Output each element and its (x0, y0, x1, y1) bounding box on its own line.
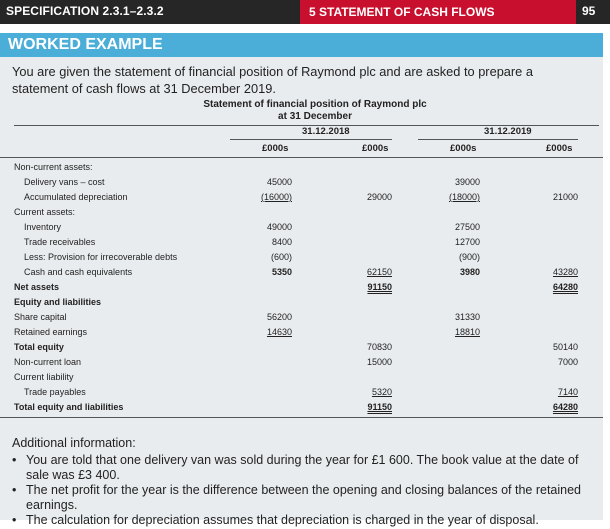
row-label: Non-current loan (14, 357, 82, 367)
row-label: Trade receivables (24, 237, 96, 247)
row-label: Net assets (14, 282, 60, 292)
cell-2018-detail: 5350 (271, 267, 292, 277)
table-row (0, 237, 603, 252)
cell-2019-total: 7000 (557, 357, 578, 367)
table-bottom-rule (0, 417, 603, 418)
additional-info-heading: Additional information: (12, 436, 136, 450)
table-row (0, 372, 603, 387)
table-row (0, 327, 603, 342)
cell-2018-detail: 8400 (271, 237, 292, 247)
col-header-4: £000s (546, 143, 573, 154)
cell-2018-total: 70830 (366, 342, 392, 352)
col-header-3: £000s (450, 143, 477, 154)
row-label: Total equity (14, 342, 64, 352)
table-row (0, 252, 603, 267)
cell-2019-detail: 27500 (454, 222, 480, 232)
table-title-line-1: Statement of financial position of Raymond plc (203, 99, 427, 110)
cell-2019-total: 43280 (552, 267, 578, 277)
cell-2019-total: 21000 (552, 192, 578, 202)
cell-2019-total: 7140 (557, 387, 578, 397)
cell-2019-detail: (900) (458, 252, 480, 262)
page-number: 95 (582, 4, 596, 18)
specification-label: SPECIFICATION 2.3.1–2.3.2 (6, 4, 164, 18)
bullet-icon: • (12, 453, 17, 467)
row-label: Equity and liabilities (14, 297, 102, 307)
cell-2019-detail: (18000) (448, 192, 480, 202)
cell-2019-total: 64280 (552, 402, 578, 412)
list-item (0, 483, 586, 512)
row-label: Cash and cash equivalents (24, 267, 133, 277)
header-bottom-rule (0, 157, 603, 158)
worked-example-title: WORKED EXAMPLE (8, 36, 163, 53)
bullet-icon: • (12, 513, 17, 527)
row-label: Share capital (14, 312, 67, 322)
cell-2018-total: 5320 (371, 387, 392, 397)
table-title-line-2: at 31 December (278, 111, 352, 122)
col-header-2: £000s (362, 143, 389, 154)
cell-2018-detail: (16000) (260, 192, 292, 202)
cell-2018-total: 91150 (367, 282, 392, 292)
row-label: Inventory (24, 222, 62, 232)
cell-2019-total: 64280 (552, 282, 578, 292)
cell-2019-detail: 31330 (454, 312, 480, 322)
worked-example-banner (0, 33, 603, 57)
bullet-text: The calculation for depreciation assumes that depreciation is charged in the year of disposal. (26, 513, 539, 527)
bullet-text: The net profit for the year is the difference between the opening and closing balances of the retained earnings. (26, 483, 581, 512)
table-row (0, 342, 603, 357)
chapter-tab (300, 0, 576, 24)
table-row (0, 297, 603, 312)
bullet-icon: • (12, 483, 17, 497)
cell-2018-detail: 14630 (266, 327, 292, 337)
cell-2018-detail: 45000 (266, 177, 292, 187)
table-row (0, 312, 603, 327)
list-item (0, 513, 586, 528)
year-2019-rule (418, 139, 578, 140)
row-label: Non-current assets: (14, 162, 93, 172)
table-title (150, 99, 480, 123)
cell-2018-total: 29000 (366, 192, 392, 202)
row-label: Trade payables (24, 387, 86, 397)
row-label: Current assets: (14, 207, 76, 217)
table-row (0, 222, 603, 237)
cell-2019-detail: 3980 (459, 267, 480, 277)
cell-2018-total: 15000 (366, 357, 392, 367)
cell-2018-detail: 49000 (266, 222, 292, 232)
page-header-bar (0, 0, 610, 24)
cell-2019-detail: 12700 (454, 237, 480, 247)
cell-2019-detail: 39000 (454, 177, 480, 187)
table-row (0, 402, 603, 417)
table-row (0, 192, 603, 207)
year-2018-rule (230, 139, 392, 140)
intro-paragraph: You are given the statement of financial position of Raymond plc and are asked to prepare a statement of cash flows at 31 December 2019. (12, 64, 533, 96)
row-label: Delivery vans – cost (24, 177, 105, 187)
table-row (0, 162, 603, 177)
bullet-text: You are told that one delivery van was sold during the year for £1 600. The book value at the date of sale was £3 400. (26, 453, 579, 482)
year-2019-header: 31.12.2019 (484, 126, 532, 137)
col-header-1: £000s (262, 143, 289, 154)
table-row (0, 207, 603, 222)
row-label: Current liability (14, 372, 74, 382)
list-item (0, 453, 586, 482)
row-label: Less: Provision for irrecoverable debts (24, 252, 178, 262)
additional-info-list (0, 453, 603, 529)
cell-2018-total: 91150 (367, 402, 392, 412)
cell-2018-total: 62150 (366, 267, 392, 277)
table-row (0, 282, 603, 297)
cell-2019-detail: 18810 (454, 327, 480, 337)
table-row (0, 357, 603, 372)
year-2018-header: 31.12.2018 (302, 126, 350, 137)
table-row (0, 267, 603, 282)
table-row (0, 387, 603, 402)
chapter-title: 5 STATEMENT OF CASH FLOWS (309, 5, 495, 19)
row-label: Total equity and liabilities (14, 402, 124, 412)
row-label: Retained earnings (14, 327, 88, 337)
cell-2018-detail: 56200 (266, 312, 292, 322)
cell-2018-detail: (600) (270, 252, 292, 262)
cell-2019-total: 50140 (552, 342, 578, 352)
row-label: Accumulated depreciation (24, 192, 128, 202)
worked-example-panel (0, 33, 603, 527)
table-row (0, 177, 603, 192)
